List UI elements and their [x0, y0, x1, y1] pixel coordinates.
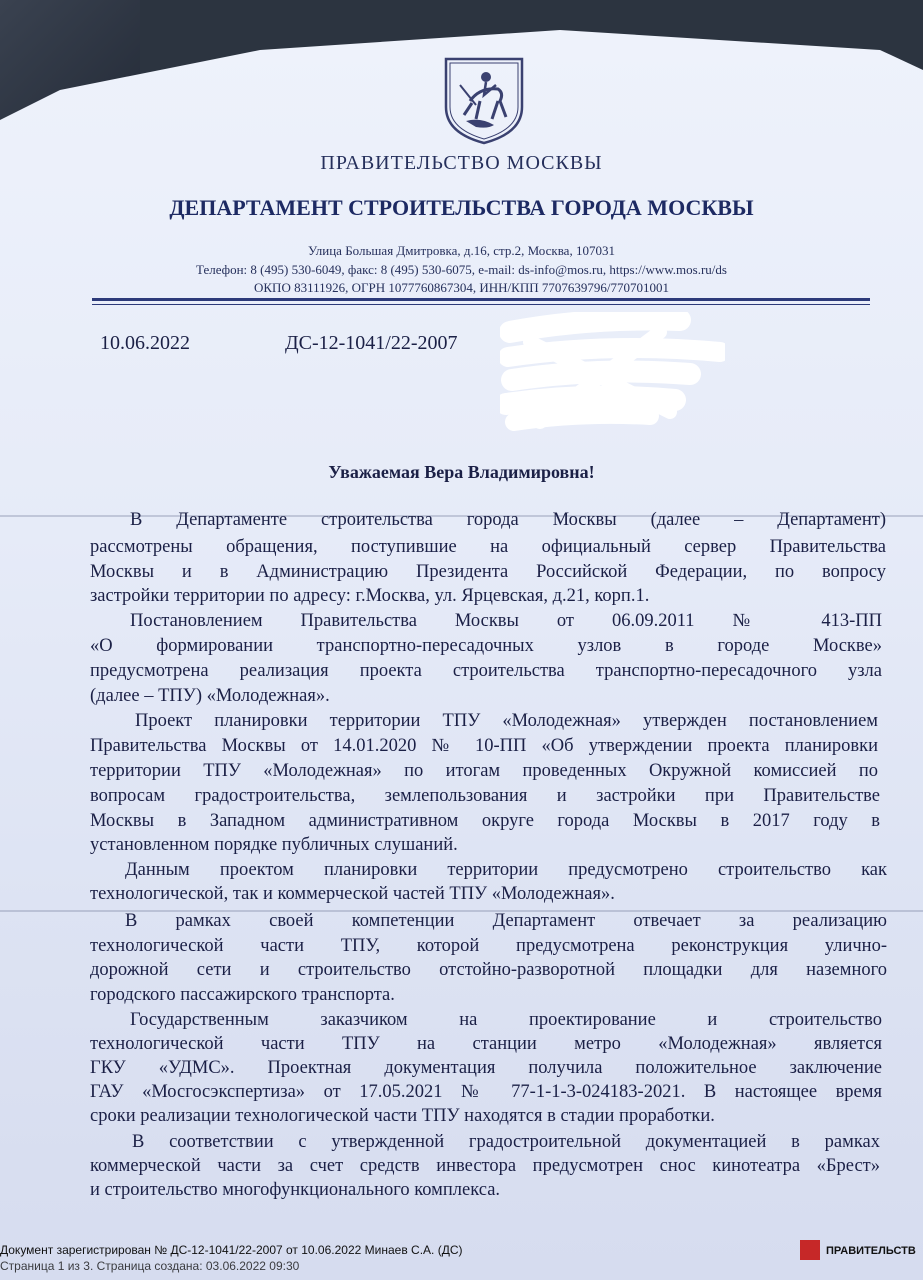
body-line: Правительства Москвы от 14.01.2020 № 10-ПП «Об утверждении проекта планировки	[90, 736, 878, 756]
moscow-coat-of-arms-icon	[440, 55, 528, 145]
body-line: (далее – ТПУ) «Молодежная».	[90, 686, 330, 706]
body-line: рассмотрены обращения, поступившие на официальный сервер Правительства	[90, 537, 886, 557]
body-line: Постановлением Правительства Москвы от 06.09.2011 № 413-ПП	[130, 611, 882, 631]
body-line: застройки территории по адресу: г.Москва, ул. Ярцевская, д.21, корп.1.	[90, 586, 650, 606]
body-line: Проект планировки территории ТПУ «Молодежная» утвержден постановлением	[135, 711, 878, 731]
body-line: вопросам градостроительства, землепользования и застройки при Правительстве	[90, 786, 880, 806]
body-line: предусмотрена реализация проекта строительства транспортно-пересадочного узла	[90, 661, 882, 681]
body-line: городского пассажирского транспорта.	[90, 985, 395, 1005]
page-info-footer: Страница 1 из 3. Страница создана: 03.06.2022 09:30	[0, 1259, 300, 1273]
letter-date: 10.06.2022	[100, 332, 190, 354]
body-line: «О формировании транспортно-пересадочных узлов в городе Москве»	[90, 636, 882, 656]
body-line: Москвы и в Администрацию Президента Российской Федерации, по вопросу	[90, 562, 886, 582]
letterhead-rule-thin	[92, 304, 870, 305]
department-address: Улица Большая Дмитровка, д.16, стр.2, Москва, 107031	[308, 243, 615, 258]
letterhead-rule	[92, 298, 870, 301]
body-line: В Департаменте строительства города Москвы (далее – Департамент)	[130, 510, 886, 530]
body-line: Государственным заказчиком на проектирование и строительство	[130, 1010, 882, 1030]
body-line: и строительство многофункционального комплекса.	[90, 1180, 501, 1200]
body-line: технологической части ТПУ, которой предусмотрена реконструкция улично-	[90, 936, 887, 956]
registration-footer: Документ зарегистрирован № ДС-12-1041/22-2007 от 10.06.2022 Минаев С.А. (ДС)	[0, 1243, 463, 1257]
department-contacts: Телефон: 8 (495) 530-6049, факс: 8 (495) 530-6075, e-mail: ds-info@mos.ru, https://www.mos.ru/ds	[196, 262, 727, 277]
department-registry: ОКПО 83111926, ОГРН 1077760867304, ИНН/КПП 7707639796/770701001	[254, 280, 669, 295]
department-name: ДЕПАРТАМЕНТ СТРОИТЕЛЬСТВА ГОРОДА МОСКВЫ	[169, 195, 754, 220]
letter-number: ДС-12-1041/22-2007	[285, 332, 458, 354]
body-line: ГАУ «Мосгосэкспертиза» от 17.05.2021 № 77-1-1-3-024183-2021. В настоящее время	[90, 1082, 882, 1102]
body-line: Данным проектом планировки территории предусмотрено строительство как	[125, 860, 887, 880]
body-line: В рамках своей компетенции Департамент отвечает за реализацию	[125, 911, 887, 931]
redaction-scribble	[500, 312, 725, 437]
body-line: коммерческой части за счет средств инвестора предусмотрен снос кинотеатра «Брест»	[90, 1156, 880, 1176]
body-line: технологической, так и коммерческой частей ТПУ «Молодежная».	[90, 884, 615, 904]
body-line: сроки реализации технологической части ТПУ находятся в стадии проработки.	[90, 1106, 715, 1126]
body-line: Москвы в Западном административном округе города Москвы в 2017 году в	[90, 811, 880, 831]
body-line: территории ТПУ «Молодежная» по итогам проведенных Окружной комиссией по	[90, 761, 878, 781]
greeting: Уважаемая Вера Владимировна!	[328, 462, 595, 482]
footer-brand: ПРАВИТЕЛЬСТВ	[826, 1245, 916, 1257]
body-line: ГКУ «УДМС». Проектная документация получила положительное заключение	[90, 1058, 882, 1078]
body-line: дорожной сети и строительство отстойно-разворотной площадки для наземного	[90, 960, 887, 980]
government-name: ПРАВИТЕЛЬСТВО МОСКВЫ	[320, 152, 603, 174]
body-line: установленном порядке публичных слушаний.	[90, 835, 458, 855]
addressee-city: Москва	[508, 394, 568, 413]
body-line: В соответствии с утвержденной градостроительной документацией в рамках	[132, 1132, 880, 1152]
body-line: технологической части ТПУ на станции метро «Молодежная» является	[90, 1034, 882, 1054]
moscow-logo-icon	[800, 1240, 820, 1260]
